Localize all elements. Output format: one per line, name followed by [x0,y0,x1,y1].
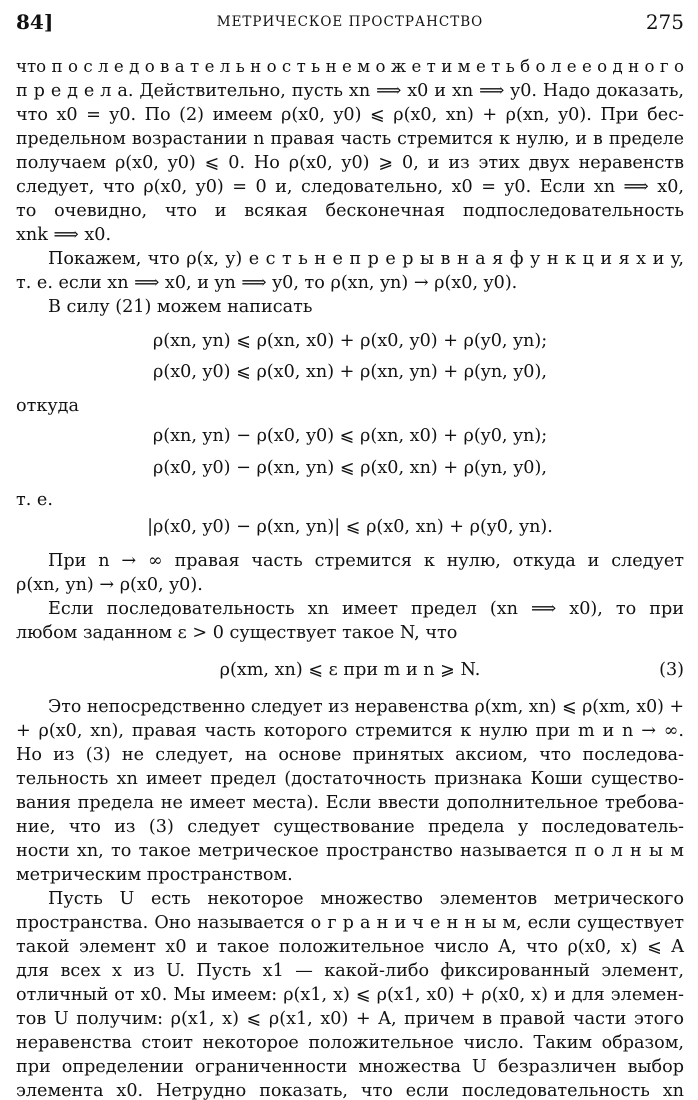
formula-3: ρ(xm, xn) ⩽ ε при m и n ⩾ N. [219,660,481,680]
page-header [16,10,684,34]
formula-line-3 [16,658,684,682]
text-line: При n → ∞ правая часть стремится к нулю, откуда и следует [48,551,684,571]
text-line: тов U получим: ρ(x1, x) ⩽ ρ(x1, x0) + A, причем в правой части этого [16,1009,684,1029]
text-line: неравенства стоит некоторое положительное число. Таким образом, [16,1033,684,1053]
text-line: ности xn, то такое метрическое пространство называется п о л н ы м [16,841,684,861]
text-line: Покажем, что ρ(x, y) е с т ь н е п р е р ы в н а я ф у н к ц и я x и y, [48,249,684,269]
text-line: для всех x из U. Пусть x1 — какой-либо фиксированный элемент, [16,961,684,981]
text-line: любом заданном ε > 0 существует такое N, что [16,623,458,643]
text-line: Если последовательность xn имеет предел (xn ⟹ x0), то при [48,599,684,619]
text-line: т. е. [16,490,53,510]
text-line: метрическим пространством. [16,865,293,885]
text-line: п р е д е л а. Действительно, пусть xn ⟹ x0 и xn ⟹ y0. Надо доказать, [16,81,684,101]
text-line: элемента x0. Нетрудно показать, что если последовательность xn [16,1081,684,1100]
text-line: вания предела не имеет места). Если ввести дополнительное требова- [16,793,684,813]
formula-line: ρ(xn, yn) − ρ(x0, y0) ⩽ ρ(xn, x0) + ρ(y0, yn); [152,426,548,446]
text-line: отличный от x0. Мы имеем: ρ(x1, x) ⩽ ρ(x1, x0) + ρ(x0, x) и для элемен- [16,985,684,1005]
text-line: + ρ(x0, xn), правая часть которого стремится к нулю при m и n → ∞. [16,721,684,741]
text-line: откуда [16,396,79,416]
text-line: xnk ⟹ x0. [16,225,112,245]
text-line: что п о с л е д о в а т е л ь н о с т ь н е м о ж е т и м е т ь б о л е е о д н о г о [16,57,684,76]
text-line: следует, что ρ(x0, y0) = 0 и, следовательно, x0 = y0. Если xn ⟹ x0, [16,177,684,197]
text-line: пространства. Оно называется о г р а н и ч е н н ы м, если существует [16,913,684,933]
page-number: 275 [645,10,684,34]
equation-number: (3) [659,660,684,680]
formula-line: ρ(x0, y0) ⩽ ρ(x0, xn) + ρ(xn, yn) + ρ(yn, y0), [153,362,547,382]
text-line: такой элемент x0 и такое положительное число A, что ρ(x0, x) ⩽ A [16,937,684,957]
text-line: Но из (3) не следует, на основе принятых аксиом, что последова- [16,745,684,765]
text-line: ρ(xn, yn) → ρ(x0, y0). [16,575,203,595]
section-number: 84] [16,10,54,34]
text-line: Пусть U есть некоторое множество элементов метрического [48,889,684,909]
formula-line: ρ(x0, y0) − ρ(xn, yn) ⩽ ρ(x0, xn) + ρ(yn, y0), [153,458,547,478]
text-line: В силу (21) можем написать [48,297,313,317]
text-line: Это непосредственно следует из неравенства ρ(xm, xn) ⩽ ρ(xm, x0) + [48,697,684,717]
text-line: ние, что из (3) следует существование предела у последователь- [16,817,684,837]
text-line: тельность xn имеет предел (достаточность признака Коши существо- [16,769,684,789]
text-line: получаем ρ(x0, y0) ⩽ 0. Но ρ(x0, y0) ⩾ 0, и из этих двух неравенств [16,153,684,173]
text-line: то очевидно, что и всякая бесконечная подпоследовательность [16,201,684,221]
running-title: МЕТРИЧЕСКОЕ ПРОСТРАНСТВО [216,14,484,30]
text-line: при определении ограниченности множества U безразличен выбор [16,1057,684,1077]
text-line: что x0 = y0. По (2) имеем ρ(x0, y0) ⩽ ρ(x0, xn) + ρ(xn, y0). При бес- [16,105,684,125]
text-line: предельном возрастании n правая часть стремится к нулю, и в пределе [16,129,684,149]
text-line: т. е. если xn ⟹ x0, и yn ⟹ y0, то ρ(xn, yn) → ρ(x0, y0). [16,273,518,293]
formula-line: |ρ(x0, y0) − ρ(xn, yn)| ⩽ ρ(x0, xn) + ρ(y0, yn). [147,517,553,537]
formula-line: ρ(xn, yn) ⩽ ρ(xn, x0) + ρ(x0, y0) + ρ(y0, yn); [152,331,548,351]
